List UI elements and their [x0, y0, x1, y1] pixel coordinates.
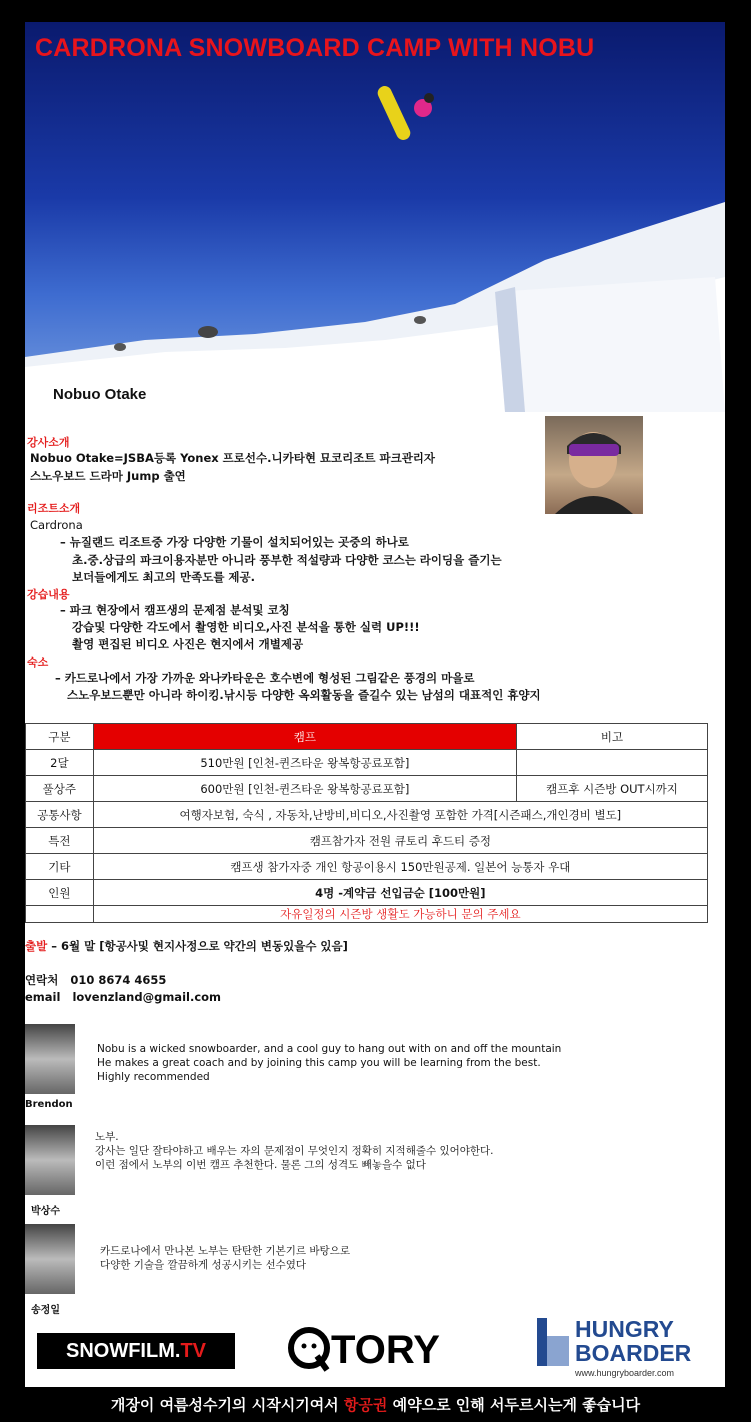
portrait-image	[545, 416, 643, 514]
table-cell-value: 510만원 [인천-퀸즈타운 왕복항공료포함]	[93, 750, 516, 776]
table-cell-label: 특전	[26, 828, 94, 854]
hungry-text: HUNGRY	[575, 1316, 674, 1342]
table-cell-value: 600만원 [인천-퀸즈타운 왕복항공료포함]	[93, 776, 516, 802]
departure-text: – 6월 말 [항공사및 현지사정으로 약간의 변동있을수 있음]	[47, 939, 348, 953]
table-row	[26, 750, 708, 776]
snowfilm-logo	[37, 1333, 235, 1369]
table-row	[26, 776, 708, 802]
review-line: 강사는 일단 잘타야하고 배우는 자의 문제점이 무엇인지 정확히 지적해줄수 있어야한다.	[95, 1145, 494, 1157]
table-cell-note: 캠프후 시즌방 OUT시까지	[517, 776, 708, 802]
table-cell-label: 풀상주	[26, 776, 94, 802]
reviewer-name: Brendon	[25, 1099, 73, 1110]
hungry-url: www.hungryboarder.com	[575, 1368, 675, 1378]
resort-line: 보더들에게도 최고의 만족도를 제공.	[72, 570, 256, 584]
table-cell-value: 여행자보험, 숙식 , 자동차,난방비,비디오,사진촬영 포함한 가격[시즌패스,개인경비 별도]	[93, 802, 707, 828]
instructor-line: 스노우보드 드라마 Jump 출연	[30, 469, 186, 483]
reviewer-name: 박상수	[31, 1206, 60, 1217]
reviewer-photo	[25, 1125, 75, 1195]
reviewer-photo	[25, 1224, 75, 1294]
snow-slope-graphic	[25, 22, 725, 412]
table-header-cell: 구분	[26, 724, 94, 750]
review-line: 노부.	[95, 1131, 119, 1143]
hero-photo	[25, 22, 725, 412]
hungry-boarder-logo	[533, 1316, 703, 1384]
table-row	[26, 854, 708, 880]
phone-label: 연락처	[25, 973, 59, 987]
table-header-cell: 비고	[517, 724, 708, 750]
departure-label: 출발	[25, 939, 48, 953]
price-table	[25, 723, 708, 923]
hero-title: CARDRONA SNOWBOARD CAMP WITH NOBU	[35, 34, 595, 62]
email-address: lovenzland@gmail.com	[72, 990, 222, 1004]
resort-line: – 뉴질랜드 리조트중 가장 다양한 기물이 설치되어있는 곳중의 하나로	[60, 535, 409, 549]
instructor-heading: 강사소개	[27, 436, 70, 449]
lessons-line: – 파크 현장에서 캠프생의 문제점 분석및 코칭	[60, 603, 290, 617]
review-line: He makes a great coach and by joining this camp you will be learning from the best.	[97, 1057, 541, 1069]
tory-logo	[287, 1324, 467, 1376]
table-cell-label: 기타	[26, 854, 94, 880]
flyer-panel	[25, 22, 725, 1387]
table-row	[26, 906, 708, 923]
lessons-line: 강습및 다양한 각도에서 촬영한 비디오,사진 분석을 통한 실력 UP!!!	[72, 620, 420, 634]
resort-line: 초.중.상급의 파크이용자분만 아니라 풍부한 적설량과 다양한 코스는 라이딩을 즐기는	[72, 553, 502, 567]
lodging-line: 스노우보드뿐만 아니라 하이킹.낚시등 다양한 옥외활동을 즐길수 있는 남섬의 대표적인 휴양지	[67, 688, 541, 702]
departure-line	[25, 938, 348, 954]
footer-text: 개장이 여름성수기의 시작시기여서	[110, 1396, 344, 1414]
table-cell-label: 2달	[26, 750, 94, 776]
snowfilm-tv-text: TV	[180, 1339, 206, 1362]
review-text	[95, 1130, 494, 1172]
footer-notice	[0, 1394, 751, 1415]
table-cell-value: 캠프생 참가자중 개인 항공이용시 150만원공제. 일본어 능통자 우대	[93, 854, 707, 880]
table-cell-note	[517, 750, 708, 776]
phone-number: 010 8674 4655	[70, 973, 167, 987]
table-cell-label	[26, 906, 94, 923]
tory-text: TORY	[331, 1327, 440, 1372]
table-cell-label: 공통사항	[26, 802, 94, 828]
review-text	[100, 1244, 350, 1272]
resort-name: Cardrona	[30, 518, 83, 532]
hero-caption: Nobuo Otake	[53, 386, 147, 403]
lessons-line: 촬영 편집된 비디오 사진은 현지에서 개별제공	[72, 637, 304, 651]
footer-highlight: 항공권	[343, 1396, 388, 1414]
q-mark-icon	[287, 1326, 331, 1374]
contact-phone-line	[25, 972, 166, 988]
footer-text: 예약으로 인해 서두르시는게 좋습니다	[387, 1396, 641, 1414]
table-row	[26, 828, 708, 854]
resort-heading: 리조트소개	[27, 502, 81, 515]
review-line: Nobu is a wicked snowboarder, and a cool guy to hang out with on and off the mountain	[97, 1043, 562, 1055]
review-line: 카드로나에서 만나본 노부는 탄탄한 기본기르 바탕으로	[100, 1245, 350, 1257]
email-label: email	[25, 990, 61, 1004]
reviewer-name: 송정일	[31, 1305, 60, 1316]
table-footnote: 자유일정의 시즌방 생활도 가능하니 문의 주세요	[93, 906, 707, 923]
reviewer-photo	[25, 1024, 75, 1094]
review-line: 이런 점에서 노부의 이번 캠프 추천한다. 물론 그의 성격도 빼놓을수 없다	[95, 1159, 426, 1171]
contact-email-line	[25, 990, 221, 1004]
table-header-cell: 캠프	[93, 724, 516, 750]
snowfilm-text: SNOWFILM.	[66, 1339, 181, 1362]
table-cell-value: 4명 -계약금 선입금순 [100만원]	[93, 880, 707, 906]
instructor-photo	[545, 416, 643, 514]
boarder-text: BOARDER	[575, 1340, 692, 1366]
review-text	[97, 1042, 561, 1084]
table-cell-label: 인원	[26, 880, 94, 906]
hungry-boarder-mark-icon	[533, 1318, 573, 1368]
instructor-line: Nobuo Otake=JSBA등록 Yonex 프로선수.니카타현 묘코리조트 파크관리자	[30, 451, 436, 465]
lodging-heading: 숙소	[27, 656, 49, 669]
table-cell-value: 캠프참가자 전원 큐토리 후드티 증정	[93, 828, 707, 854]
lodging-line: – 카드로나에서 가장 가까운 와나카타운은 호수변에 형성된 그림같은 풍경의 마을로	[55, 671, 475, 685]
table-row	[26, 802, 708, 828]
review-line: Highly recommended	[97, 1071, 210, 1083]
table-row	[26, 880, 708, 906]
table-header-row	[26, 724, 708, 750]
lessons-heading: 강습내용	[27, 588, 70, 601]
review-line: 다양한 기술을 깔끔하게 성공시키는 선수였다	[100, 1259, 307, 1271]
